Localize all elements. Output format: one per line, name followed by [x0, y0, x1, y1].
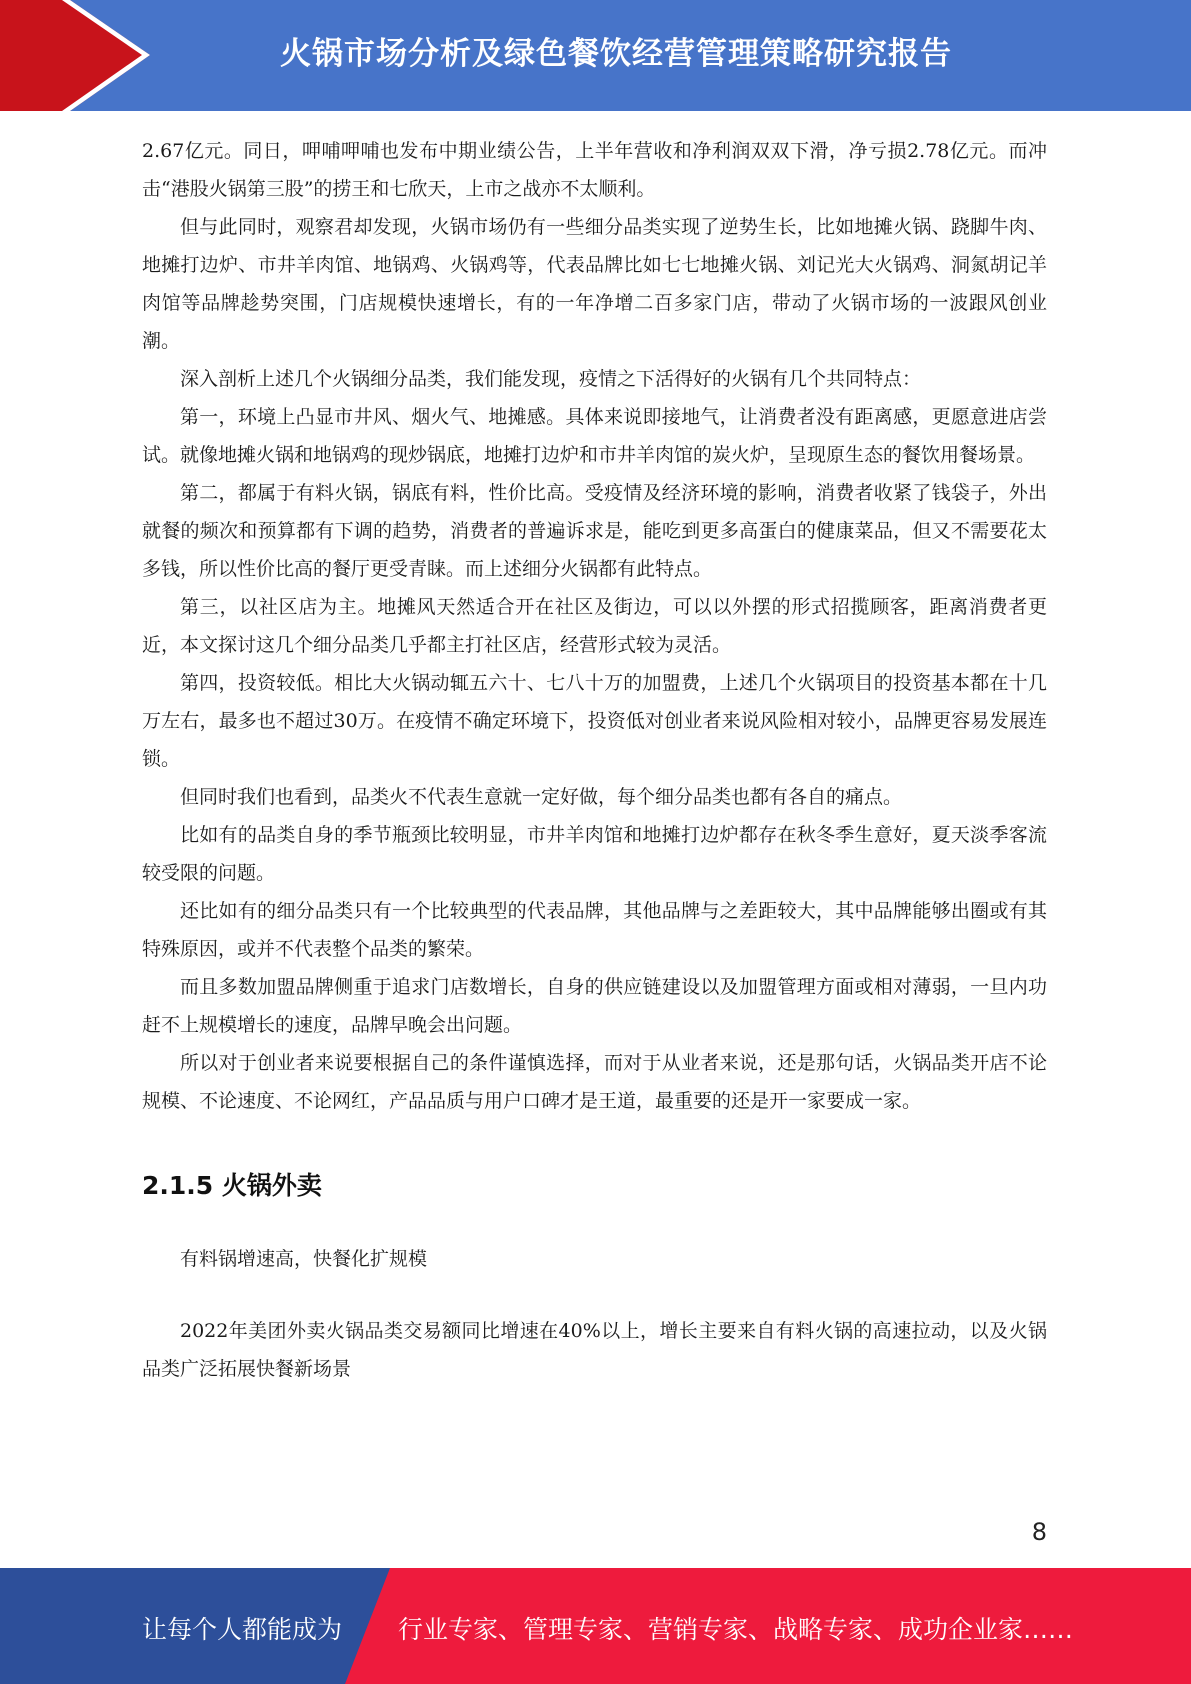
- section-heading: 2.1.5 火锅外卖: [142, 1171, 322, 1200]
- paragraph: 但与此同时，观察君却发现，火锅市场仍有一些细分品类实现了逆势生长，比如地摊火锅、跷脚牛肉、地摊打边炉、市井羊肉馆、地锅鸡、火锅鸡等，代表品牌比如七七地摊火锅、刘记光大火锅鸡、洞氮胡记羊肉馆等品牌趁势突围，门店规模快速增长，有的一年净增二百多家门店，带动了火锅市场的一波跟风创业潮。: [142, 216, 1047, 352]
- report-title: 火锅市场分析及绿色餐饮经营管理策略研究报告: [280, 36, 952, 72]
- footer-banner: [0, 1568, 1191, 1684]
- paragraph: 2.67亿元。同日，呷哺呷哺也发布中期业绩公告，上半年营收和净利润双双下滑，净亏损2.78亿元。而冲击“港股火锅第三股”的捞王和七欣天，上市之战亦不太顺利。: [142, 140, 1047, 200]
- paragraph: 第二，都属于有料火锅，锅底有料，性价比高。受疫情及经济环境的影响，消费者收紧了钱袋子，外出就餐的频次和预算都有下调的趋势，消费者的普遍诉求是，能吃到更多高蛋白的健康菜品，但又不需要花太多钱，所以性价比高的餐厅更受青睐。而上述细分火锅都有此特点。: [142, 482, 1047, 580]
- header-banner: [0, 0, 1191, 111]
- header-red-arrow: [0, 0, 150, 111]
- document-body: [142, 132, 1047, 1388]
- footer-slogan-left: 让每个人都能成为: [142, 1615, 343, 1644]
- footer-slogan-right: 行业专家、管理专家、营销专家、战略专家、成功企业家……: [398, 1615, 1074, 1644]
- paragraph: 第一，环境上凸显市井风、烟火气、地摊感。具体来说即接地气，让消费者没有距离感，更愿意进店尝试。就像地摊火锅和地锅鸡的现炒锅底，地摊打边炉和市井羊肉馆的炭火炉，呈现原生态的餐饮用餐场景。: [142, 406, 1047, 466]
- paragraph: 还比如有的细分品类只有一个比较典型的代表品牌，其他品牌与之差距较大，其中品牌能够出圈或有其特殊原因，或并不代表整个品类的繁荣。: [142, 900, 1047, 960]
- paragraph: 比如有的品类自身的季节瓶颈比较明显，市井羊肉馆和地摊打边炉都存在秋冬季生意好，夏天淡季客流较受限的问题。: [142, 824, 1047, 884]
- paragraph: 2022年美团外卖火锅品类交易额同比增速在40%以上，增长主要来自有料火锅的高速拉动，以及火锅品类广泛拓展快餐新场景: [142, 1320, 1047, 1380]
- paragraph: 但同时我们也看到，品类火不代表生意就一定好做，每个细分品类也都有各自的痛点。: [180, 786, 903, 808]
- paragraph: 所以对于创业者来说要根据自己的条件谨慎选择，而对于从业者来说，还是那句话，火锅品类开店不论规模、不论速度、不论网红，产品品质与用户口碑才是王道，最重要的还是开一家要成一家。: [142, 1052, 1047, 1112]
- paragraph: 第四，投资较低。相比大火锅动辄五六十、七八十万的加盟费，上述几个火锅项目的投资基本都在十几万左右，最多也不超过30万。在疫情不确定环境下，投资低对创业者来说风险相对较小，品牌更容易发展连锁。: [142, 672, 1047, 770]
- paragraph: 深入剖析上述几个火锅细分品类，我们能发现，疫情之下活得好的火锅有几个共同特点：: [180, 368, 922, 390]
- subheading: 有料锅增速高，快餐化扩规模: [180, 1248, 428, 1270]
- paragraph: 第三，以社区店为主。地摊风天然适合开在社区及街边，可以以外摆的形式招揽顾客，距离消费者更近，本文探讨这几个细分品类几乎都主打社区店，经营形式较为灵活。: [142, 596, 1047, 656]
- page-number: 8: [1031, 1518, 1047, 1546]
- paragraph: 而且多数加盟品牌侧重于追求门店数增长，自身的供应链建设以及加盟管理方面或相对薄弱，一旦内功赶不上规模增长的速度，品牌早晚会出问题。: [142, 976, 1047, 1036]
